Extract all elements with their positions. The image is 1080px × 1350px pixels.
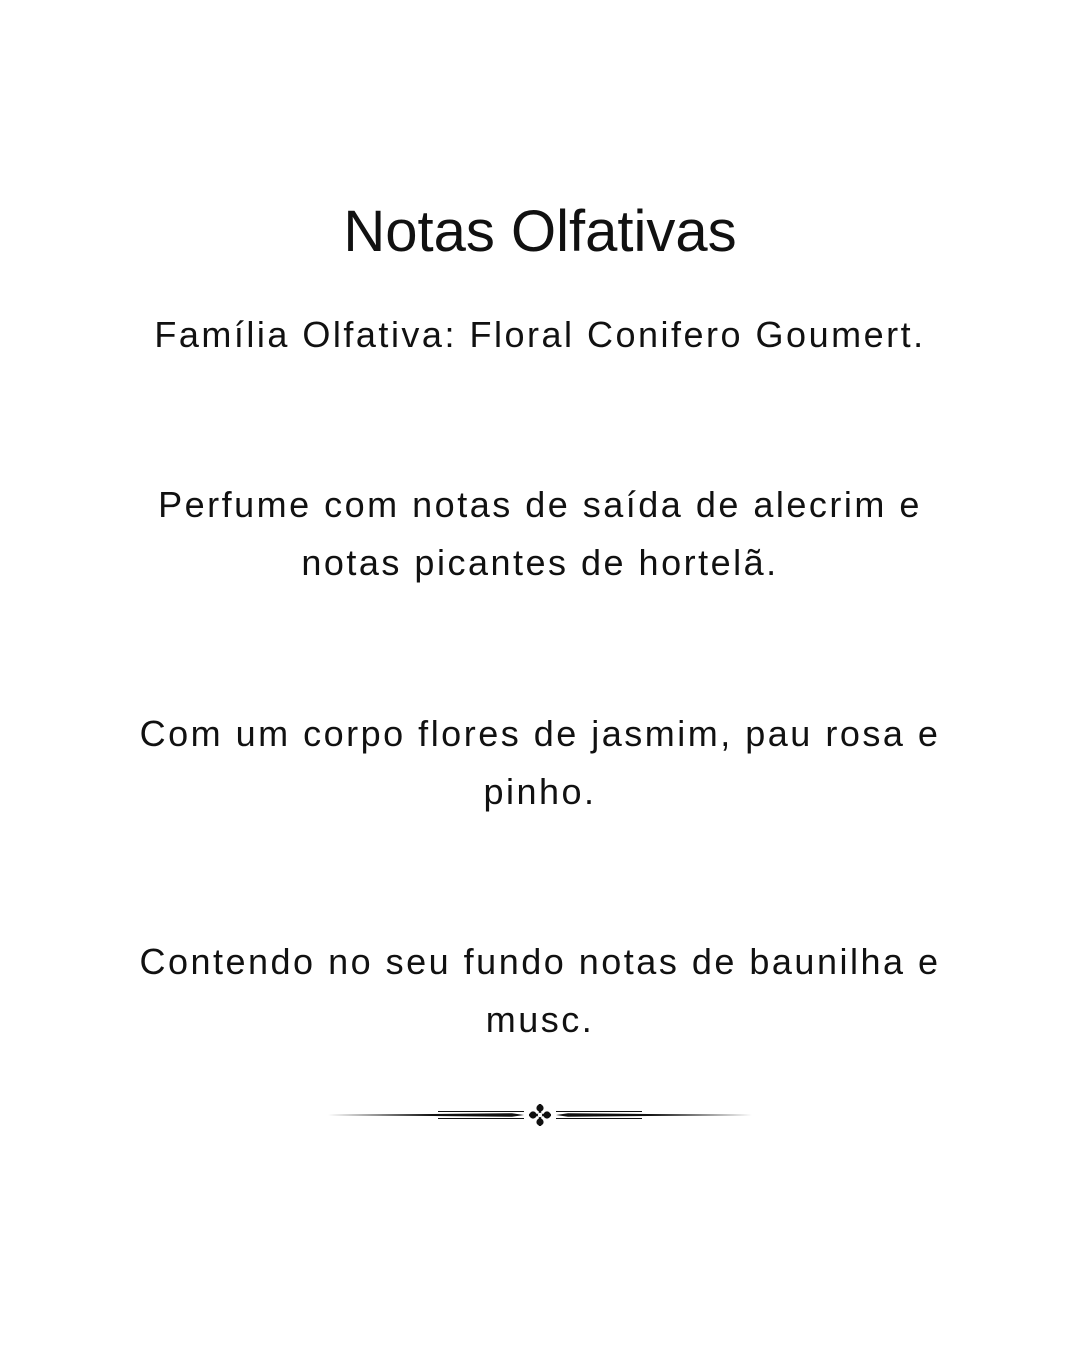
page-title: Notas Olfativas bbox=[343, 199, 737, 264]
olfactory-family: Família Olfativa: Floral Conifero Goumert. bbox=[154, 314, 926, 355]
base-notes-paragraph: Contendo no seu fundo notas de baunilha e musc. bbox=[139, 941, 941, 1040]
ornamental-divider-icon bbox=[328, 1101, 752, 1129]
top-notes-paragraph: Perfume com notas de saída de alecrim e notas picantes de hortelã. bbox=[158, 484, 922, 583]
heart-notes-paragraph: Com um corpo flores de jasmim, pau rosa e pinho. bbox=[139, 713, 941, 812]
